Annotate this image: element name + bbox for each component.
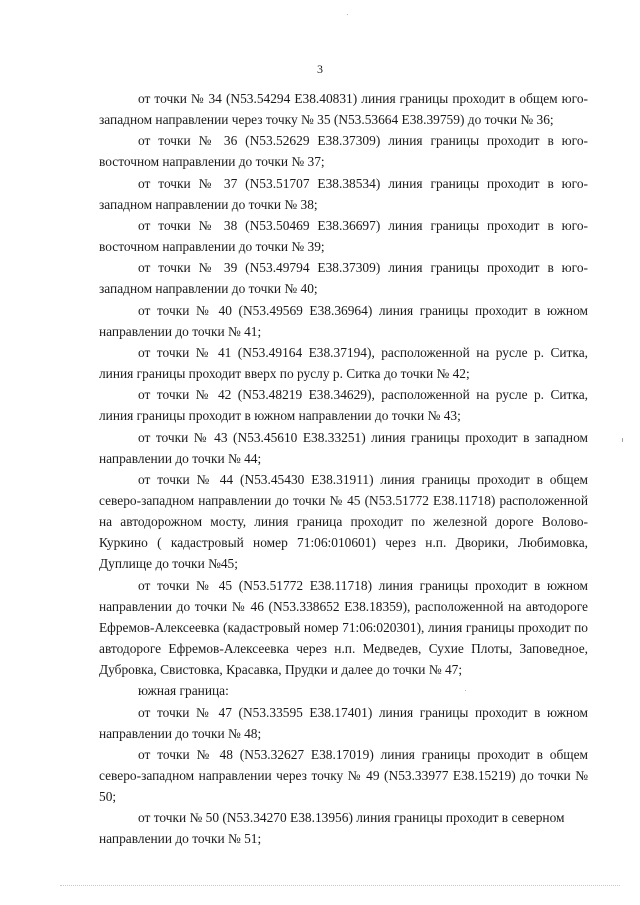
scan-speck xyxy=(465,690,466,691)
paragraph-point-50: от точки № 50 (N53.34270 E38.13956) линия границы проходит в северном направлении до точки № 51; xyxy=(99,810,565,847)
paragraph-point-37: от точки № 37 (N53.51707 E38.38534) линия границы проходит в юго-западном направлении до точки № 38; xyxy=(99,175,588,212)
paragraph-point-47: от точки № 47 (N53.33595 E38.17401) линия границы проходит в южном направлении до точки № 48; xyxy=(99,704,588,741)
paragraph-point-40: от точки № 40 (N53.49569 E38.36964) линия границы проходит в южном направлении до точки № 41; xyxy=(99,302,588,339)
paragraph-point-48: от точки № 48 (N53.32627 E38.17019) линия границы проходит в общем северо-западном направлении через точку № 49 (N53.33977 E38.15219) до точки № 50; xyxy=(99,746,588,805)
scan-speck xyxy=(347,14,348,15)
paragraph-point-36: от точки № 36 (N53.52629 E38.37309) линия границы проходит в юго-восточном направлении до точки № 37; xyxy=(99,133,588,170)
paragraph-point-43: от точки № 43 (N53.45610 E38.33251) линия границы проходит в западном направлении до точки № 44; xyxy=(99,429,588,466)
section-heading-southern-border: южная граница: xyxy=(138,683,229,699)
page-number: 3 xyxy=(317,62,323,76)
paragraph-point-34: от точки № 34 (N53.54294 E38.40831) линия границы проходит в общем юго-западном направлении через точку № 35 (N53.53664 E38.39759) до точки № 36; xyxy=(99,91,588,128)
paragraph-point-38: от точки № 38 (N53.50469 E38.36697) линия границы проходит в юго-восточном направлении до точки № 39; xyxy=(99,217,588,255)
paragraph-point-45: от точки № 45 (N53.51772 E38.11718) линия границы проходит в южном направлении до точки № 46 (N53.338652 E38.18359), расположенной на автодороге Ефремов-Алексеевка (кадастровый номер 71:06:020301), линия границы проходит по автодороге Ефремов-Алексеевка через н.п. Медведев, Сухие Плоты, Заповедное, Дубровка, Свистовка, Красавка, Прудки и далее до точки № 47; xyxy=(99,577,588,678)
paragraph-point-41: от точки № 41 (N53.49164 E38.37194), расположенной на русле р. Ситка, линия границы проходит вверх по руслу р. Ситка до точки № 42; xyxy=(99,344,588,382)
document-body xyxy=(99,88,588,850)
paragraph-point-39: от точки № 39 (N53.49794 E38.37309) линия границы проходит в юго-западном направлении до точки № 40; xyxy=(99,260,588,297)
paragraph-point-42: от точки № 42 (N53.48219 E38.34629), расположенной на русле р. Ситка, линия границы проходит в южном направлении до точки № 43; xyxy=(99,387,588,424)
scan-bottom-edge xyxy=(60,885,620,887)
scan-speck xyxy=(622,438,623,442)
paragraph-point-44: от точки № 44 (N53.45430 E38.31911) линия границы проходит в общем северо-западном направлении до точки № 45 (N53.51772 E38.11718) расположенной на автодорожном мосту, линия граница проходит по железной дороге Волово-Куркино ( кадастровый номер 71:06:010601) через н.п. Дворики, Любимовка, Дуплище до точки №45; xyxy=(99,471,588,572)
